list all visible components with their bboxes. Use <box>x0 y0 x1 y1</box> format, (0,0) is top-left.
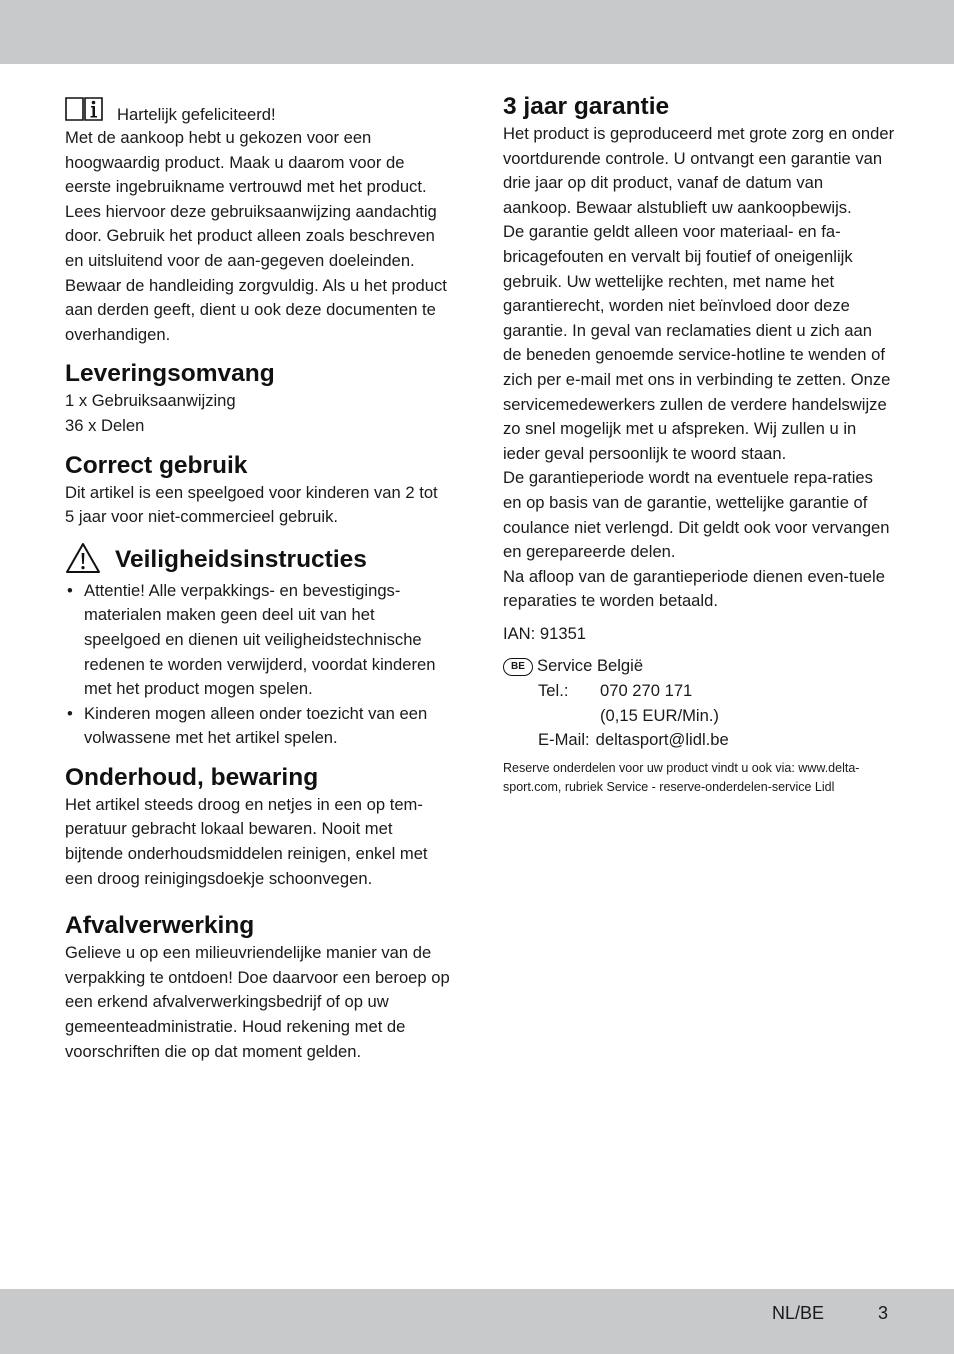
safety-header <box>65 542 450 579</box>
disposal-text: Gelieve u op een milieuvriendelijke manier van de verpakking te ontdoen! Doe daarvoor een beroep op een erkend afvalverwerkingsbedrijf of op uw gemeenteadministratie. Houd rekening met de voorschriften die op dat moment gelden. <box>65 943 450 1061</box>
care-heading: Onderhoud, bewaring <box>65 763 319 791</box>
info-manual-icon <box>65 95 103 126</box>
ian-number: IAN: 91351 <box>503 623 587 643</box>
left-column <box>65 96 450 1064</box>
scope-section <box>65 359 450 438</box>
service-block <box>503 654 895 752</box>
tel-rate: (0,15 EUR/Min.) <box>600 705 719 725</box>
disposal-heading: Afvalverwerking <box>65 912 255 940</box>
use-heading: Correct gebruik <box>65 451 248 479</box>
disposal-section <box>65 911 450 1064</box>
email-value: deltasport@lidl.be <box>595 730 729 750</box>
spacer <box>538 704 600 729</box>
service-name: Service België <box>537 656 644 676</box>
safety-heading: Veiligheidsinstructies <box>115 546 367 574</box>
warning-icon <box>65 542 101 579</box>
tel-value: 070 270 171 <box>600 681 693 701</box>
scope-heading: Leveringsomvang <box>65 360 275 388</box>
country-badge: BE <box>503 658 533 676</box>
right-column <box>503 92 895 797</box>
scope-item: 1 x Gebruiksaanwijzing <box>65 391 236 411</box>
header-bar <box>0 0 954 64</box>
intro-title: Hartelijk gefeliciteerd! <box>117 105 276 124</box>
contact-details <box>538 679 895 753</box>
email-row <box>538 728 895 753</box>
safety-item: • Kinderen mogen alleen onder toezicht van een volwassene met het artikel spelen. <box>65 702 450 751</box>
intro-text: Met de aankoop hebt u gekozen voor een hoogwaardig product. Maak u daarom voor de eerste ingebruikname vertrouwd met het product. Lees hiervoor deze gebruiksaanwijzing aandachtig door. Gebruik het product alleen zoals beschreven en uitsluitend voor de aan-gegeven doeleinden. Bewaar de handleiding zorgvuldig. Als u het product aan derden geeft, dient u ook deze documenten te overhandigen. <box>65 128 447 344</box>
use-section <box>65 451 450 530</box>
parts-note: Reserve onderdelen voor uw product vindt u ook via: www.delta-sport.com, rubriek Service - reserve-onderdelen-service Lidl <box>503 760 860 794</box>
warranty-paragraph: Na afloop van de garantieperiode dienen even-tuele reparaties te worden betaald. <box>503 566 885 611</box>
warranty-paragraph: De garantie geldt alleen voor materiaal- en fa-bricagefouten en vervalt bij foutief of oneigenlijk gebruik. Uw wettelijke rechten, met name het garantierecht, worden niet beïnvloed door deze garantie. In geval van reclamaties dient u zich aan de beneden genoemde service-hotline te wenden of zich per e-mail met ons in verbinding te zetten. Onze servicemedewerkers zullen de verdere handelswijze zo snel mogelijk met u afspreken. Wij zullen u in ieder geval persoonlijk te woord staan. <box>503 222 891 463</box>
care-section <box>65 763 450 891</box>
care-text: Het artikel steeds droog en netjes in een op tem-peratuur gebracht lokaal bewaren. Nooit met bijtende onderhoudsmiddelen reinigen, enkel met een droog reinigingsdoekje schoonvegen. <box>65 794 428 888</box>
scope-item: 36 x Delen <box>65 415 145 435</box>
email-label: E-Mail: <box>538 730 590 750</box>
intro-header <box>65 96 450 126</box>
safety-item: • Attentie! Alle verpakkings- en bevestigings-materialen maken geen deel uit van het speelgoed en dienen uit veiligheidstechnische redenen te worden verwijderd, voordat kinderen met het product mogen spelen. <box>65 579 450 702</box>
service-row <box>503 654 895 679</box>
warranty-heading: 3 jaar garantie <box>503 93 670 120</box>
use-text: Dit artikel is een speelgoed voor kinderen van 2 tot 5 jaar voor niet-commercieel gebruik. <box>65 482 438 527</box>
tel-label: Tel.: <box>538 681 569 701</box>
safety-list <box>65 579 450 751</box>
warranty-paragraph: De garantieperiode wordt na eventuele repa-raties en op basis van de garantie, wettelijke garantie of coulance niet verlengd. Dit geldt ook voor vervangen en gerepareerde delen. <box>503 468 890 562</box>
rate-row <box>538 704 895 729</box>
footer-language: NL/BE <box>772 1303 825 1323</box>
warranty-paragraph: Het product is geproduceerd met grote zorg en onder voortdurende controle. U ontvangt een garantie van drie jaar op dit product, vanaf de datum van aankoop. Bewaar alstublieft uw aankoopbewijs. <box>503 124 895 217</box>
tel-row <box>538 679 895 704</box>
page-number: 3 <box>878 1303 889 1323</box>
